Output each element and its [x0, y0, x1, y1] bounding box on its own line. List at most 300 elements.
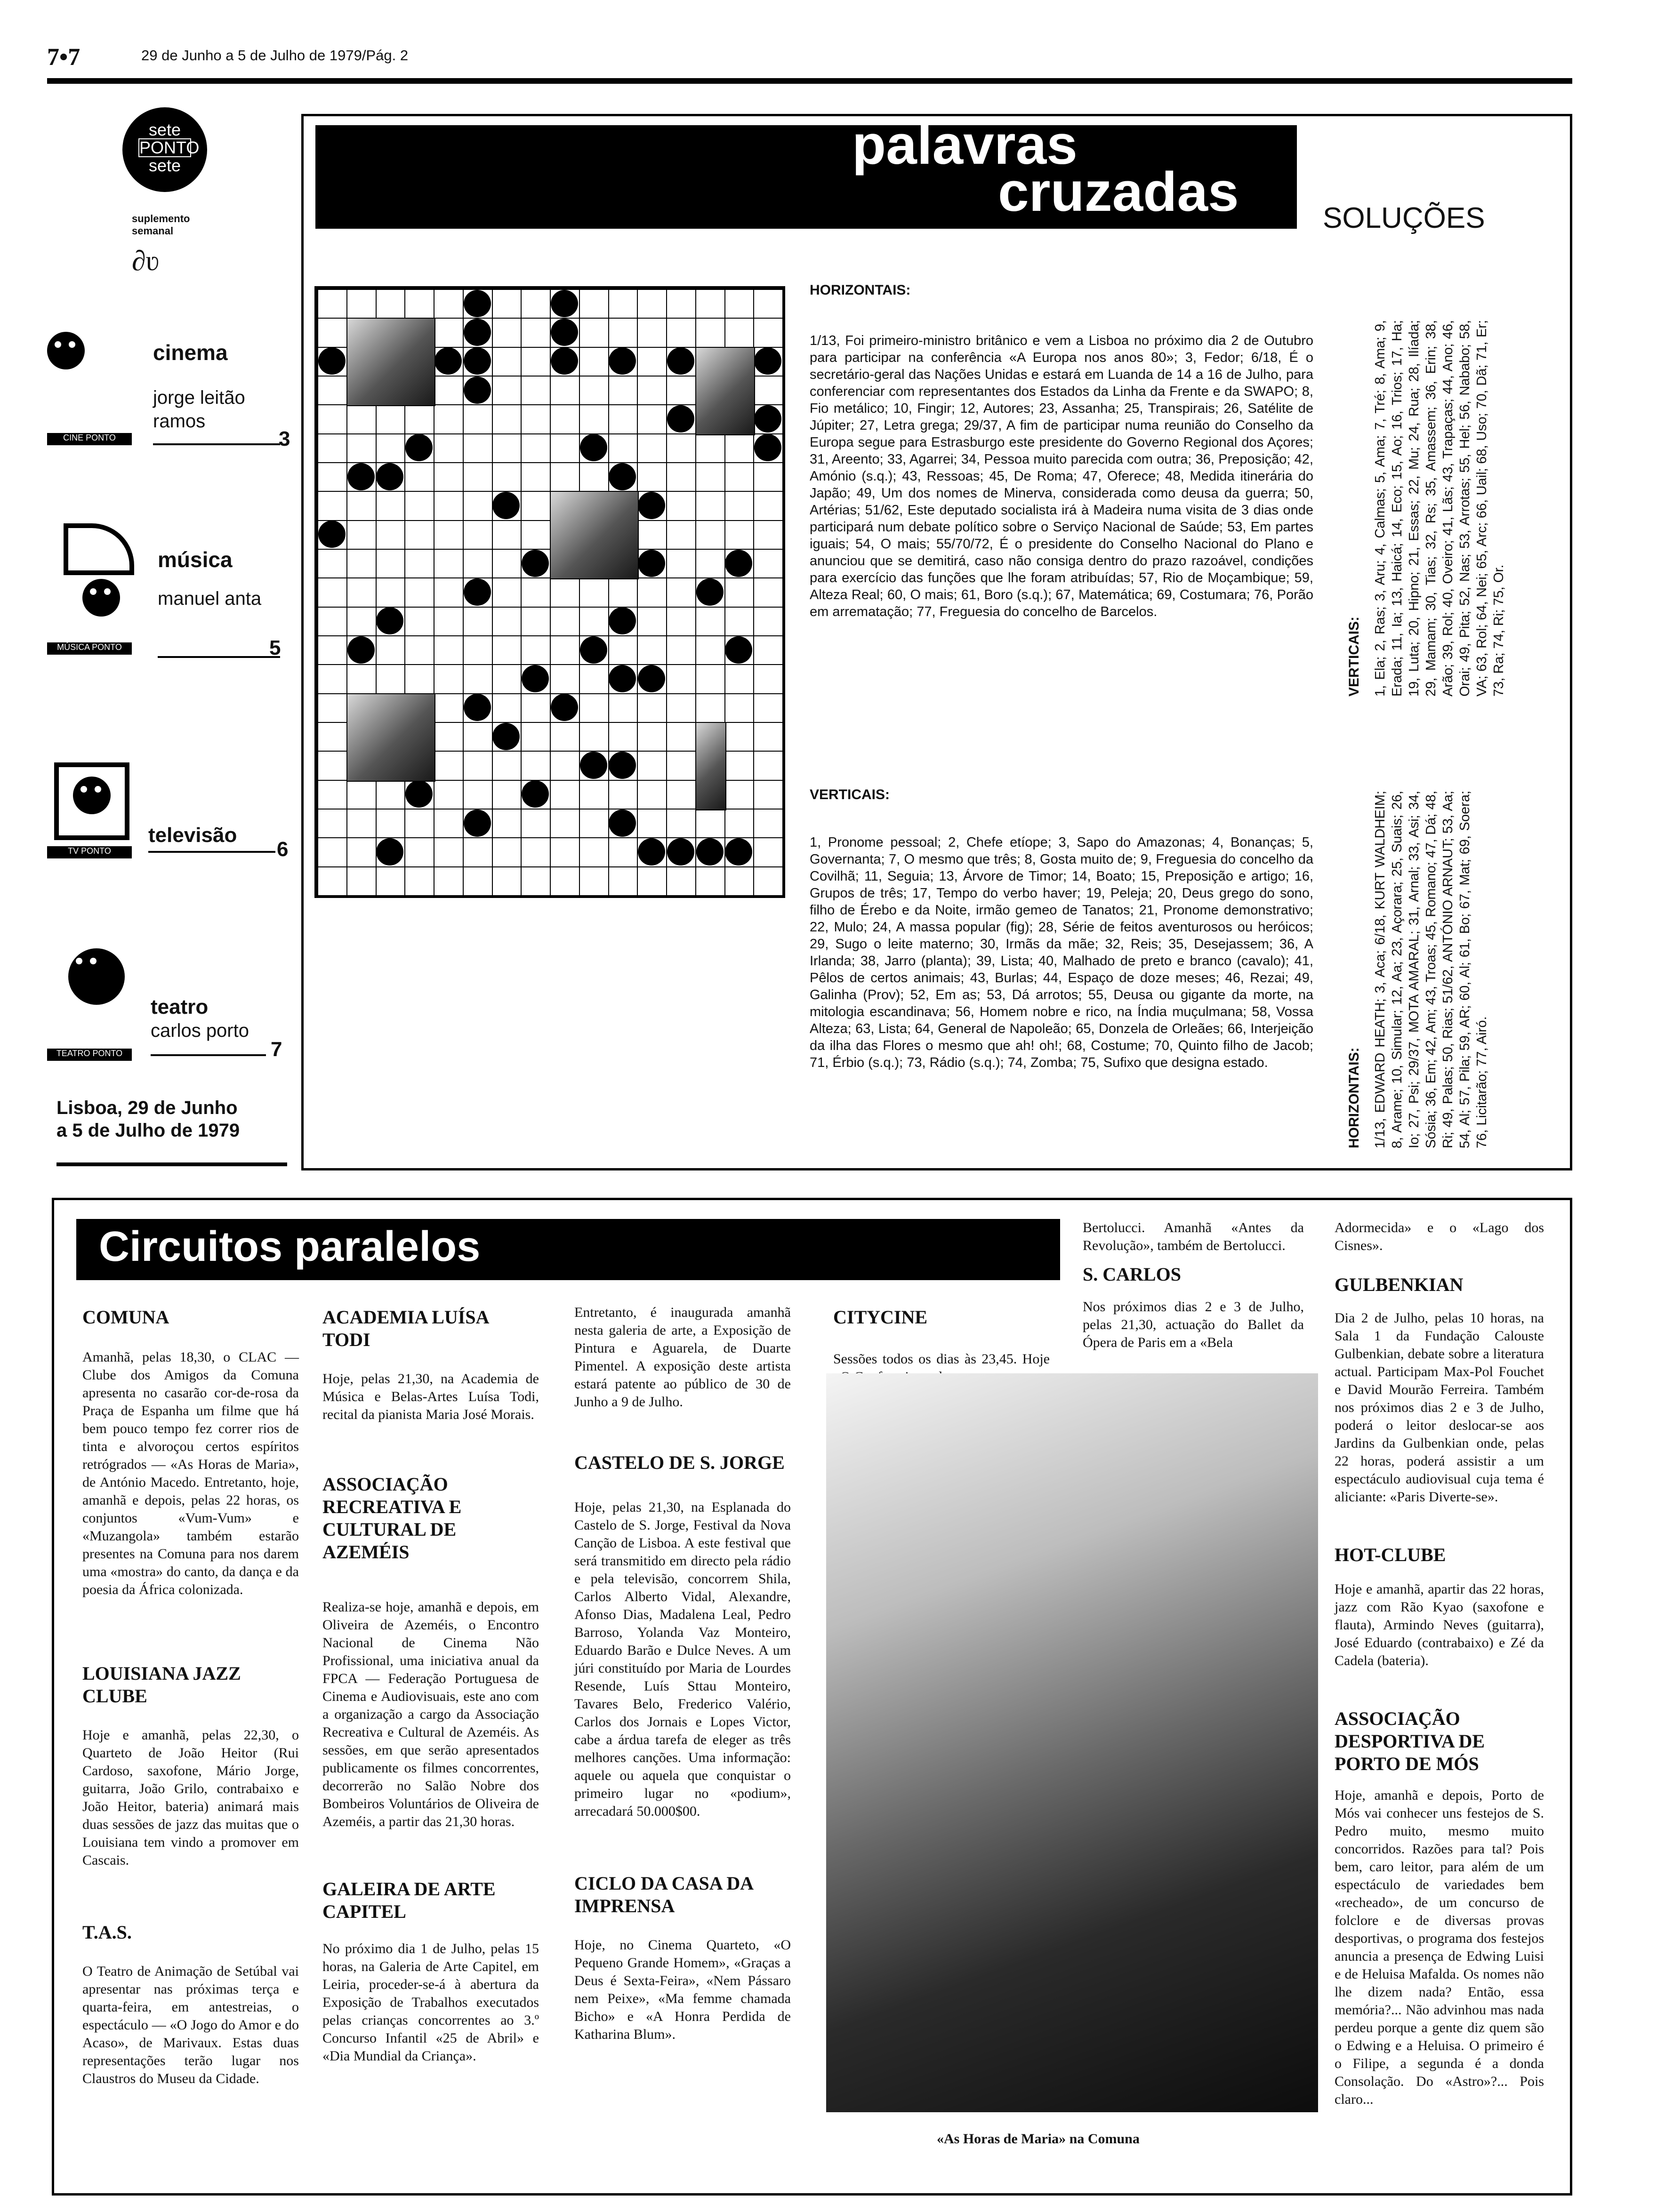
circuitos-title: Circuitos paralelos: [99, 1223, 481, 1270]
grid-cell: [404, 866, 434, 896]
cinema-rule: [153, 443, 280, 445]
grid-cell: [404, 809, 434, 838]
grid-cell: [579, 462, 609, 492]
grid-cell: [463, 376, 493, 405]
grid-cell: [608, 751, 638, 780]
grid-cell: [463, 318, 493, 347]
grid-cell: [463, 866, 493, 896]
verticais-label: VERTICAIS:: [810, 787, 890, 802]
grid-cell: [724, 607, 755, 636]
grid-cell: [376, 433, 406, 463]
theatre-author: carlos porto: [151, 1020, 249, 1041]
grid-cell: [346, 577, 377, 607]
grid-cell: [492, 809, 522, 838]
grid-cell: [317, 809, 347, 838]
comuna-head: COMUNA: [82, 1306, 169, 1328]
sol-verticais-block: [1346, 320, 1507, 697]
grid-cell: [492, 433, 522, 463]
grid-cell: [753, 520, 783, 550]
grid-cell: [550, 809, 580, 838]
grid-cell: [317, 751, 347, 780]
grid-cell: [666, 549, 696, 578]
grid-cell: [404, 433, 434, 463]
citycine-body: Sessões todos os dias às 23,45. Hoje: [833, 1351, 1050, 1367]
grid-cell: [434, 577, 464, 607]
citycine-head: CITYCINE: [833, 1306, 928, 1328]
grid-cell: [434, 520, 464, 550]
grid-cell: [521, 289, 551, 319]
grid-cell: [724, 289, 755, 319]
grid-cell: [579, 318, 609, 347]
tv-face-icon: [73, 777, 111, 814]
grid-cell: [463, 809, 493, 838]
grid-cell: [724, 722, 755, 752]
grid-cell: [521, 347, 551, 377]
grid-cell: [550, 635, 580, 665]
grid-cell: [637, 549, 667, 578]
grid-cell: [463, 722, 493, 752]
solucoes-label: SOLUÇÕES: [1323, 202, 1485, 234]
grid-cell: [317, 837, 347, 867]
grid-cell: [550, 837, 580, 867]
grid-cell: [695, 491, 725, 521]
logo-line-ponto: PONTO: [139, 138, 200, 157]
grid-cell: [637, 607, 667, 636]
grid-cell: [317, 866, 347, 896]
grid-cell: [753, 809, 783, 838]
grid-cell: [317, 577, 347, 607]
col-5: [1083, 1219, 1304, 1352]
crossword-grid: [314, 286, 785, 898]
music-title: música: [158, 547, 233, 572]
tv-badge: TV PONTO: [47, 846, 132, 858]
grid-cell: [434, 491, 464, 521]
music-face-icon: [82, 579, 120, 617]
grid-cell: [724, 809, 755, 838]
grid-cell: [637, 491, 667, 521]
hotclube-head: HOT-CLUBE: [1335, 1544, 1446, 1565]
grid-cell: [317, 635, 347, 665]
grid-cell: [346, 520, 377, 550]
grid-cell: [550, 347, 580, 377]
grid-cell: [666, 462, 696, 492]
grid-cell: [521, 635, 551, 665]
grid-cell: [492, 491, 522, 521]
sol-horizontais-text: 1/13, EDWARD HEATH; 3, Aca; 6/18, KURT WALDHEIM; 8, Arame; 10, Simular; 12, Aa; 23, Açorara; 25, Suais; 26, Io; 27, Psi; 29/37, MOTA AMARAL; 31, Arnal; 33, Asi; 34, Sósia; 36, Em; 42, Am; 43, Troas; 45, Romano; 47, Dá; 48, Ri; 49, Palas; 50, Rias; 51/62, ANTÓNIO ARNAUT; 53, Aa; 54, Al; 57, Pila; 59, AR; 60, Al; 61, Bo; 67, Mat; 69, Soera; 76, Licitarão; 77, Airó.: [1373, 791, 1489, 1148]
grid-cell: [376, 577, 406, 607]
azemeis-body: Realiza-se hoje, amanhã e depois, em Oliveira de Azeméis, o Encontro Nacional de Cinema Não Profissional, uma iniciativa anual da FPCA — Federação Portuguesa de Cinema e Audiovisuais, este ano com a organização a cargo da Associação Recreativa e Cultural de Azeméis. As sessões, em que serão apresentados publicamente os filmes concorrentes, decorrerão no Salão Nobre dos Bombeiros Voluntários de Oliveira de Azeméis, a partir das 21,30 horas.: [322, 1599, 539, 1829]
grid-portrait-photo: [695, 722, 726, 810]
capitel-head: GALEIRA DE ARTE CAPITEL: [322, 1878, 496, 1922]
grid-cell: [346, 404, 377, 434]
grid-cell: [376, 635, 406, 665]
grid-cell: [579, 376, 609, 405]
capitel-body: No próximo dia 1 de Julho, pelas 15 horas, na Galeria de Arte Capitel, em Leiria, proceder-se-á à abertura da Exposição de Trabalhos executados pelas crianças concorrentes ao 3.º Concurso Infantil «25 de Abril» e «Dia Mundial da Criança».: [322, 1941, 539, 2064]
grid-cell: [492, 347, 522, 377]
grid-cell: [695, 577, 725, 607]
scarlos-body: Nos próximos dias 2 e 3 de Julho, pelas 21,30, actuação do Ballet da Ópera de Paris em a «Bela: [1083, 1299, 1304, 1350]
grid-cell: [724, 866, 755, 896]
grid-cell: [521, 376, 551, 405]
grid-cell: [753, 866, 783, 896]
grid-cell: [637, 376, 667, 405]
grid-cell: [521, 837, 551, 867]
grid-cell: [579, 809, 609, 838]
grid-cell: [434, 433, 464, 463]
crossword-title: [852, 114, 1239, 223]
grid-cell: [434, 635, 464, 665]
grid-cell: [376, 549, 406, 578]
grid-cell: [404, 664, 434, 694]
grid-cell: [724, 780, 755, 809]
supplement-label: [132, 213, 190, 237]
grid-cell: [753, 404, 783, 434]
adormecida-body: Adormecida» e o «Lago dos Cisnes».: [1335, 1220, 1544, 1253]
music-badge: MÚSICA PONTO: [47, 642, 132, 655]
grid-cell: [579, 577, 609, 607]
cinema-face-icon: [47, 332, 85, 369]
comuna-photo: [826, 1373, 1318, 2112]
grid-cell: [463, 549, 493, 578]
todi-head: ACADEMIA LUÍSA TODI: [322, 1306, 489, 1350]
grid-cell: [579, 433, 609, 463]
cinema-page: 3: [279, 427, 290, 450]
grid-cell: [666, 404, 696, 434]
grid-cell: [492, 376, 522, 405]
grid-cell: [492, 607, 522, 636]
grid-cell: [637, 347, 667, 377]
grid-cell: [753, 318, 783, 347]
grid-cell: [608, 347, 638, 377]
col-2: [322, 1306, 539, 2065]
grid-cell: [608, 809, 638, 838]
grid-cell: [753, 549, 783, 578]
grid-cell: [724, 491, 755, 521]
grid-cell: [637, 780, 667, 809]
grid-cell: [666, 664, 696, 694]
grid-cell: [608, 722, 638, 752]
grid-cell: [579, 837, 609, 867]
grid-cell: [695, 664, 725, 694]
hotclube-body: Hoje e amanhã, apartir das 22 horas, jazz com Rão Kyao (saxofone e flauta), Armindo Neves (guitarra), José Eduardo (contrabaixo) e Zé da Cadela (bateria).: [1335, 1581, 1544, 1668]
grid-cell: [463, 289, 493, 319]
grid-cell: [463, 347, 493, 377]
grid-cell: [317, 462, 347, 492]
grid-cell: [317, 664, 347, 694]
grid-cell: [666, 491, 696, 521]
tas-body: O Teatro de Animação de Setúbal vai apresentar nas próximas terça e quarta-feira, em antestreias, o espectáculo — «O Jogo do Amor e do Acaso», de Marivaux. Estas duas representações terão lugar nos Claustros do Museu da Cidade.: [82, 1964, 299, 2086]
louisiana-head: LOUISIANA JAZZ CLUBE: [82, 1663, 241, 1707]
grid-cell: [666, 577, 696, 607]
grid-cell: [695, 520, 725, 550]
grid-cell: [608, 635, 638, 665]
grid-cell: [492, 577, 522, 607]
grid-cell: [550, 289, 580, 319]
cinema-title: cinema: [153, 340, 228, 365]
grid-cell: [463, 462, 493, 492]
grid-cell: [463, 635, 493, 665]
grid-cell: [317, 722, 347, 752]
grid-cell: [346, 289, 377, 319]
grid-cell: [317, 607, 347, 636]
grid-cell: [695, 866, 725, 896]
grid-cell: [550, 318, 580, 347]
todi-body: Hoje, pelas 21,30, na Academia de Música e Belas-Artes Luísa Todi, recital da pianista Maria José Morais.: [322, 1371, 539, 1422]
grid-cell: [695, 693, 725, 723]
grid-cell: [724, 462, 755, 492]
azemeis-head: ASSOCIAÇÃO RECREATIVA E CULTURAL DE AZEMÉIS: [322, 1474, 462, 1563]
grid-cell: [346, 549, 377, 578]
grid-cell: [463, 780, 493, 809]
grid-cell: [724, 837, 755, 867]
grid-cell: [550, 376, 580, 405]
grid-cell: [695, 635, 725, 665]
grid-cell: [579, 289, 609, 319]
grid-portrait-photo: [346, 693, 435, 782]
grid-cell: [346, 809, 377, 838]
grid-cell: [753, 347, 783, 377]
grid-cell: [608, 780, 638, 809]
grid-cell: [724, 635, 755, 665]
grid-cell: [434, 607, 464, 636]
grid-cell: [463, 520, 493, 550]
grid-cell: [550, 433, 580, 463]
tv-page: 6: [277, 838, 289, 861]
imprensa-body: Hoje, no Cinema Quarteto, «O Pequeno Grande Homem», «Graças a Deus é Sexta-Feira», «Nem Pássaro nem Peixe», «Ma femme chamada Bicho» e «A Honra Perdida de Katharina Blum».: [574, 1937, 791, 2042]
grid-cell: [463, 404, 493, 434]
grid-cell: [376, 809, 406, 838]
grid-cell: [434, 376, 464, 405]
grid-portrait-photo: [695, 347, 756, 435]
grid-cell: [317, 520, 347, 550]
grid-cell: [666, 318, 696, 347]
col-1: [82, 1306, 299, 2088]
grid-cell: [521, 433, 551, 463]
grid-cell: [463, 837, 493, 867]
grid-cell: [492, 404, 522, 434]
castelo-body: Hoje, pelas 21,30, na Esplanada do Castelo de S. Jorge, Festival da Nova Canção de Lisboa. A este festival que será transmitido em directo pela rádio e pela televisão, concorrem Shila, Carlos Alberto Vidal, Alexandre, Afonso Dias, Madalena Leal, Pedro Barroso, Yolanda Vaz Monteiro, Eduardo Barão e Dulce Neves. A um júri constituído por Maria de Lourdes Resende, Luís Sttau Monteiro, Tavares Belo, Frederico Valério, Carlos dos Jornais e Lopes Victor, cabe a árdua tarefa de eleger as três melhores canções. Uma informação: aquele ou aquela que conquistar o primeiro lugar no «podium», arrecadará 50.000$00.: [574, 1499, 791, 1819]
grid-cell: [579, 751, 609, 780]
grid-cell: [608, 433, 638, 463]
grid-cell: [666, 751, 696, 780]
grid-cell: [753, 433, 783, 463]
grid-cell: [550, 866, 580, 896]
grid-cell: [666, 809, 696, 838]
grid-cell: [666, 722, 696, 752]
grid-cell: [637, 404, 667, 434]
sol-horizontais-label: HORIZONTAIS:: [1346, 1047, 1362, 1148]
grid-cell: [608, 866, 638, 896]
grid-cell: [317, 549, 347, 578]
grid-cell: [579, 693, 609, 723]
grid-cell: [753, 491, 783, 521]
grid-cell: [492, 751, 522, 780]
title-cruzadas: cruzadas: [998, 161, 1239, 223]
grid-cell: [666, 289, 696, 319]
grid-cell: [434, 751, 464, 780]
grid-cell: [492, 664, 522, 694]
grid-cell: [346, 866, 377, 896]
grid-cell: [579, 722, 609, 752]
bertolucci-body: Bertolucci. Amanhã «Antes da Revolução», também de Bertolucci.: [1083, 1220, 1304, 1253]
grid-cell: [317, 433, 347, 463]
grid-cell: [317, 289, 347, 319]
tas-head: T.A.S.: [82, 1922, 132, 1943]
grid-cell: [434, 693, 464, 723]
grid-cell: [753, 607, 783, 636]
pintura-body: Entretanto, é inaugurada amanhã nesta galeria de arte, a Exposição de Pintura e Aguarela, de Duarte Pimentel. A exposição deste artista estará patente ao público de 30 de Junho a 9 de Julho.: [574, 1305, 791, 1410]
grid-cell: [579, 664, 609, 694]
cinema-author: jorge leitão ramos: [153, 387, 245, 432]
grid-cell: [404, 780, 434, 809]
grid-cell: [376, 607, 406, 636]
grid-cell: [753, 693, 783, 723]
grid-cell: [404, 577, 434, 607]
grid-cell: [753, 577, 783, 607]
grid-cell: [492, 462, 522, 492]
grid-cell: [376, 837, 406, 867]
grid-cell: [346, 491, 377, 521]
grid-cell: [463, 491, 493, 521]
grid-cell: [434, 837, 464, 867]
gulbenkian-head: GULBENKIAN: [1335, 1274, 1464, 1295]
tv-rule: [148, 851, 275, 853]
sol-verticais-label: VERTICAIS:: [1346, 616, 1362, 697]
grid-cell: [666, 376, 696, 405]
grid-cell: [550, 462, 580, 492]
grid-cell: [317, 404, 347, 434]
music-page: 5: [269, 636, 281, 659]
grid-cell: [608, 693, 638, 723]
grid-cell: [579, 635, 609, 665]
grid-cell: [317, 318, 347, 347]
grid-cell: [463, 693, 493, 723]
grid-cell: [521, 722, 551, 752]
grid-cell: [434, 809, 464, 838]
grid-cell: [376, 664, 406, 694]
imprensa-head: CICLO DA CASA DA IMPRENSA: [574, 1873, 753, 1916]
grid-cell: [637, 693, 667, 723]
music-rule: [158, 656, 280, 658]
grid-cell: [521, 809, 551, 838]
grid-cell: [695, 318, 725, 347]
grid-cell: [608, 376, 638, 405]
grid-cell: [753, 664, 783, 694]
grid-portrait-photo: [346, 318, 435, 406]
scarlos-head: S. CARLOS: [1083, 1264, 1181, 1285]
grid-cell: [404, 491, 434, 521]
grid-cell: [404, 404, 434, 434]
grid-cell: [724, 520, 755, 550]
grid-cell: [724, 664, 755, 694]
grid-cell: [724, 318, 755, 347]
grid-cell: [317, 693, 347, 723]
grid-cell: [666, 433, 696, 463]
grid-cell: [434, 722, 464, 752]
grid-cell: [434, 404, 464, 434]
supplement-line-2: semanal: [132, 225, 174, 237]
grid-cell: [666, 520, 696, 550]
grid-cell: [434, 549, 464, 578]
grid-cell: [521, 664, 551, 694]
grid-cell: [492, 549, 522, 578]
grid-cell: [434, 289, 464, 319]
grid-cell: [463, 577, 493, 607]
theatre-title: teatro: [151, 995, 209, 1018]
logo-line-sete: sete: [148, 120, 181, 139]
grid-cell: [695, 462, 725, 492]
grid-cell: [695, 837, 725, 867]
grid-cell: [434, 780, 464, 809]
grid-cell: [317, 347, 347, 377]
grid-cell: [521, 520, 551, 550]
grid-cell: [637, 635, 667, 665]
grid-cell: [579, 404, 609, 434]
comuna-body: Amanhã, pelas 18,30, o CLAC — Clube dos Amigos da Comuna apresenta no casarão cor-de-rosa da Praça de Espanha um filme que há bem pouco tempo fez correr rios de tinta e alvoroçou certos espíritos retrógrados — «As Horas de Maria», de António Macedo. Entretanto, hoje, amanhã e depois, pelas 22 horas, os conjuntos «Vum-Vum» e «Muzangola» também estarão presentes na Comuna para nos darem uma «mostra» do canto, da dança e da poesia da África colonizada.: [82, 1349, 299, 1597]
grid-cell: [695, 809, 725, 838]
grid-cell: [346, 635, 377, 665]
grid-cell: [637, 433, 667, 463]
grid-cell: [521, 751, 551, 780]
portomos-body: Hoje, amanhã e depois, Porto de Mós vai conhecer uns festejos de S. Pedro muito, mesmo muito concorridos. Razões para tal? Pois bem, caro leitor, para além de um espectáculo de variedades bem «recheado», de um concurso de folclore e de diversas provas desportivas, o programa dos festejos anuncia a presença de Edwing Luisi e de Heluisa Mafalda. Os nomes não lhe dizem nada? Então, essa memória?... Não advinhou mas nada perdeu porque a gente diz quem são o Edwing e a Heluisa. O primeiro é o Filipe, a segunda é a donda Consolação. Do «Astro»?... Pois claro...: [1335, 1787, 1544, 2107]
grid-cell: [463, 664, 493, 694]
music-author: manuel anta: [158, 588, 262, 609]
grid-cell: [550, 577, 580, 607]
grid-cell: [346, 837, 377, 867]
grid-cell: [404, 462, 434, 492]
col-6: [1335, 1219, 1544, 2108]
grid-cell: [521, 404, 551, 434]
grid-cell: [346, 607, 377, 636]
grid-cell: [550, 664, 580, 694]
grid-cell: [521, 693, 551, 723]
grid-cell: [724, 693, 755, 723]
grid-cell: [608, 607, 638, 636]
grid-cell: [608, 318, 638, 347]
grid-cell: [404, 520, 434, 550]
grid-cell: [376, 520, 406, 550]
grid-cell: [492, 837, 522, 867]
grid-cell: [434, 664, 464, 694]
grid-cell: [753, 722, 783, 752]
grid-cell: [463, 433, 493, 463]
grid-cell: [666, 866, 696, 896]
issue-date-line-2: a 5 de Julho de 1979: [56, 1120, 240, 1141]
grid-cell: [550, 693, 580, 723]
grid-cell: [434, 347, 464, 377]
grid-cell: [724, 433, 755, 463]
grid-cell: [579, 780, 609, 809]
grid-cell: [376, 780, 406, 809]
grid-cell: [637, 318, 667, 347]
grid-cell: [608, 404, 638, 434]
grid-cell: [550, 722, 580, 752]
grid-cell: [753, 376, 783, 405]
grid-cell: [637, 722, 667, 752]
grid-cell: [376, 462, 406, 492]
grid-cell: [376, 289, 406, 319]
grid-cell: [317, 780, 347, 809]
grid-cell: [608, 664, 638, 694]
grid-cell: [579, 607, 609, 636]
grid-cell: [376, 491, 406, 521]
theatre-badge: TEATRO PONTO: [47, 1049, 132, 1061]
grid-cell: [376, 404, 406, 434]
grid-cell: [404, 549, 434, 578]
grid-cell: [434, 462, 464, 492]
grid-cell: [492, 722, 522, 752]
theatre-page: 7: [271, 1038, 282, 1061]
